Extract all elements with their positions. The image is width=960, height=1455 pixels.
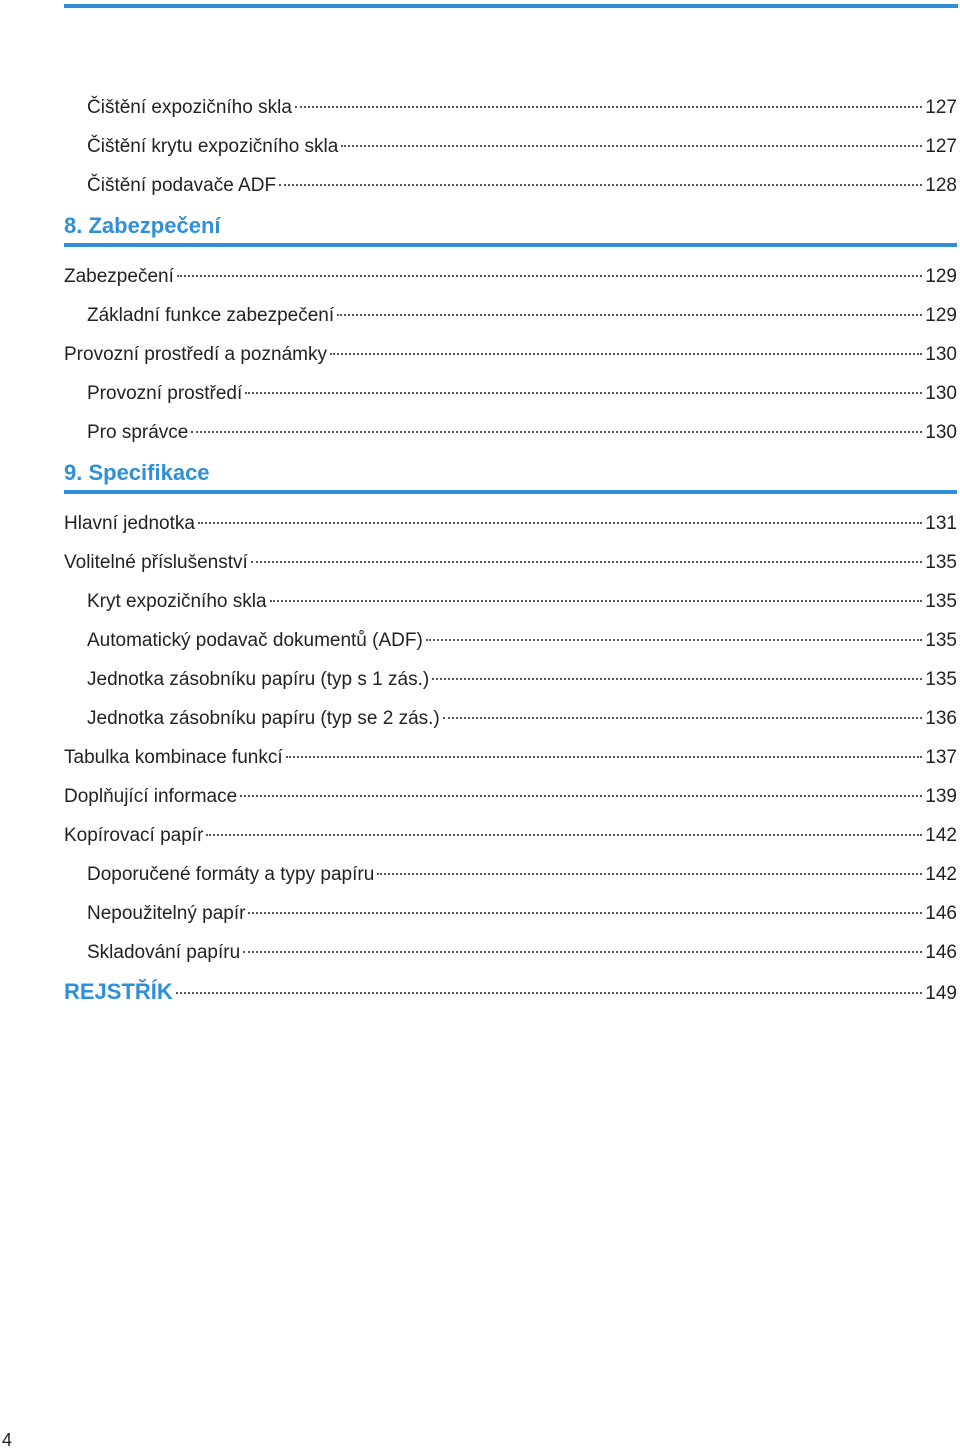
toc-entry-label: Automatický podavač dokumentů (ADF) [87, 630, 423, 651]
toc-entry-label: Hlavní jednotka [64, 513, 195, 534]
dot-leader [198, 522, 922, 524]
dot-leader [426, 639, 922, 641]
toc-entry-label: Zabezpečení [64, 266, 174, 287]
dot-leader [243, 951, 922, 953]
dot-leader [279, 184, 922, 186]
toc-entry-page: 137 [925, 747, 957, 768]
toc-entry-label: Základní funkce zabezpečení [87, 305, 335, 326]
toc-entry-page: 129 [925, 305, 957, 326]
toc-entry-page: 128 [925, 175, 957, 196]
toc-entry[interactable] [64, 504, 957, 543]
toc-entry[interactable] [64, 699, 957, 738]
toc-entry-page: 131 [925, 513, 957, 534]
toc-entry[interactable] [64, 296, 957, 335]
toc-entry-page: 146 [925, 903, 957, 924]
dot-leader [248, 912, 922, 914]
dot-leader [341, 145, 922, 147]
page-number: 4 [2, 1430, 13, 1450]
toc-entry-page: 142 [925, 825, 957, 846]
toc-entry-label: Doplňující informace [64, 786, 238, 807]
toc-entry[interactable] [64, 335, 957, 374]
index-page: 149 [925, 983, 957, 1004]
toc-entry[interactable] [64, 816, 957, 855]
dot-leader [177, 275, 922, 277]
toc-entry[interactable] [64, 582, 957, 621]
toc-entry[interactable] [64, 543, 957, 582]
toc-entry-label: Skladování papíru [87, 942, 241, 963]
toc-entry-label: Jednotka zásobníku papíru (typ se 2 zás.) [87, 708, 440, 729]
toc-entry-label: Doporučené formáty a typy papíru [87, 864, 375, 885]
toc-entry-page: 139 [925, 786, 957, 807]
toc-entry-page: 142 [925, 864, 957, 885]
dot-leader [251, 561, 923, 563]
toc-entry[interactable] [64, 127, 957, 166]
toc-entry[interactable] [64, 933, 957, 972]
toc-entry-page: 136 [925, 708, 957, 729]
toc-entry[interactable] [64, 660, 957, 699]
dot-leader [240, 795, 922, 797]
toc-entry-page: 127 [925, 97, 957, 118]
table-of-contents [64, 88, 957, 1011]
toc-entry-label: Pro správce [87, 422, 189, 443]
dot-leader [176, 992, 923, 994]
dot-leader [330, 353, 922, 355]
toc-entry[interactable] [64, 166, 957, 205]
dot-leader [443, 717, 923, 719]
dot-leader [270, 600, 923, 602]
toc-entry-page: 129 [925, 266, 957, 287]
toc-entry[interactable] [64, 413, 957, 452]
toc-entry-label: Čištění krytu expozičního skla [87, 136, 339, 157]
toc-entry-label: Kopírovací papír [64, 825, 204, 846]
toc-entry-page: 146 [925, 942, 957, 963]
toc-entry-label: Čištění expozičního skla [87, 97, 292, 118]
toc-entry-index[interactable] [64, 972, 957, 1011]
chapter-heading-8[interactable]: 8. Zabezpečení [64, 205, 957, 247]
toc-entry[interactable] [64, 777, 957, 816]
dot-leader [206, 834, 922, 836]
toc-entry-page: 130 [925, 422, 957, 443]
toc-entry-label: Volitelné příslušenství [64, 552, 248, 573]
toc-entry-label: Provozní prostředí [87, 383, 243, 404]
toc-entry[interactable] [64, 621, 957, 660]
toc-entry-label: Provozní prostředí a poznámky [64, 344, 327, 365]
toc-entry-label: Čištění podavače ADF [87, 175, 277, 196]
toc-entry-page: 135 [925, 591, 957, 612]
toc-entry-label: Tabulka kombinace funkcí [64, 747, 283, 768]
toc-entry[interactable] [64, 738, 957, 777]
toc-entry-page: 130 [925, 344, 957, 365]
toc-entry-page: 135 [925, 630, 957, 651]
toc-entry[interactable] [64, 374, 957, 413]
index-label: REJSTŘÍK [64, 979, 173, 1004]
top-rule [64, 4, 958, 8]
toc-entry[interactable] [64, 257, 957, 296]
dot-leader [377, 873, 922, 875]
toc-entry-page: 135 [925, 669, 957, 690]
toc-entry-label: Kryt expozičního skla [87, 591, 267, 612]
dot-leader [245, 392, 922, 394]
toc-entry-label: Jednotka zásobníku papíru (typ s 1 zás.) [87, 669, 430, 690]
toc-entry[interactable] [64, 88, 957, 127]
toc-entry-page: 130 [925, 383, 957, 404]
toc-entry[interactable] [64, 855, 957, 894]
dot-leader [286, 756, 923, 758]
dot-leader [191, 431, 922, 433]
toc-entry-page: 127 [925, 136, 957, 157]
dot-leader [337, 314, 922, 316]
toc-entry[interactable] [64, 894, 957, 933]
chapter-heading-9[interactable]: 9. Specifikace [64, 452, 957, 494]
dot-leader [432, 678, 922, 680]
toc-entry-label: Nepoužitelný papír [87, 903, 246, 924]
toc-entry-page: 135 [925, 552, 957, 573]
dot-leader [295, 106, 922, 108]
